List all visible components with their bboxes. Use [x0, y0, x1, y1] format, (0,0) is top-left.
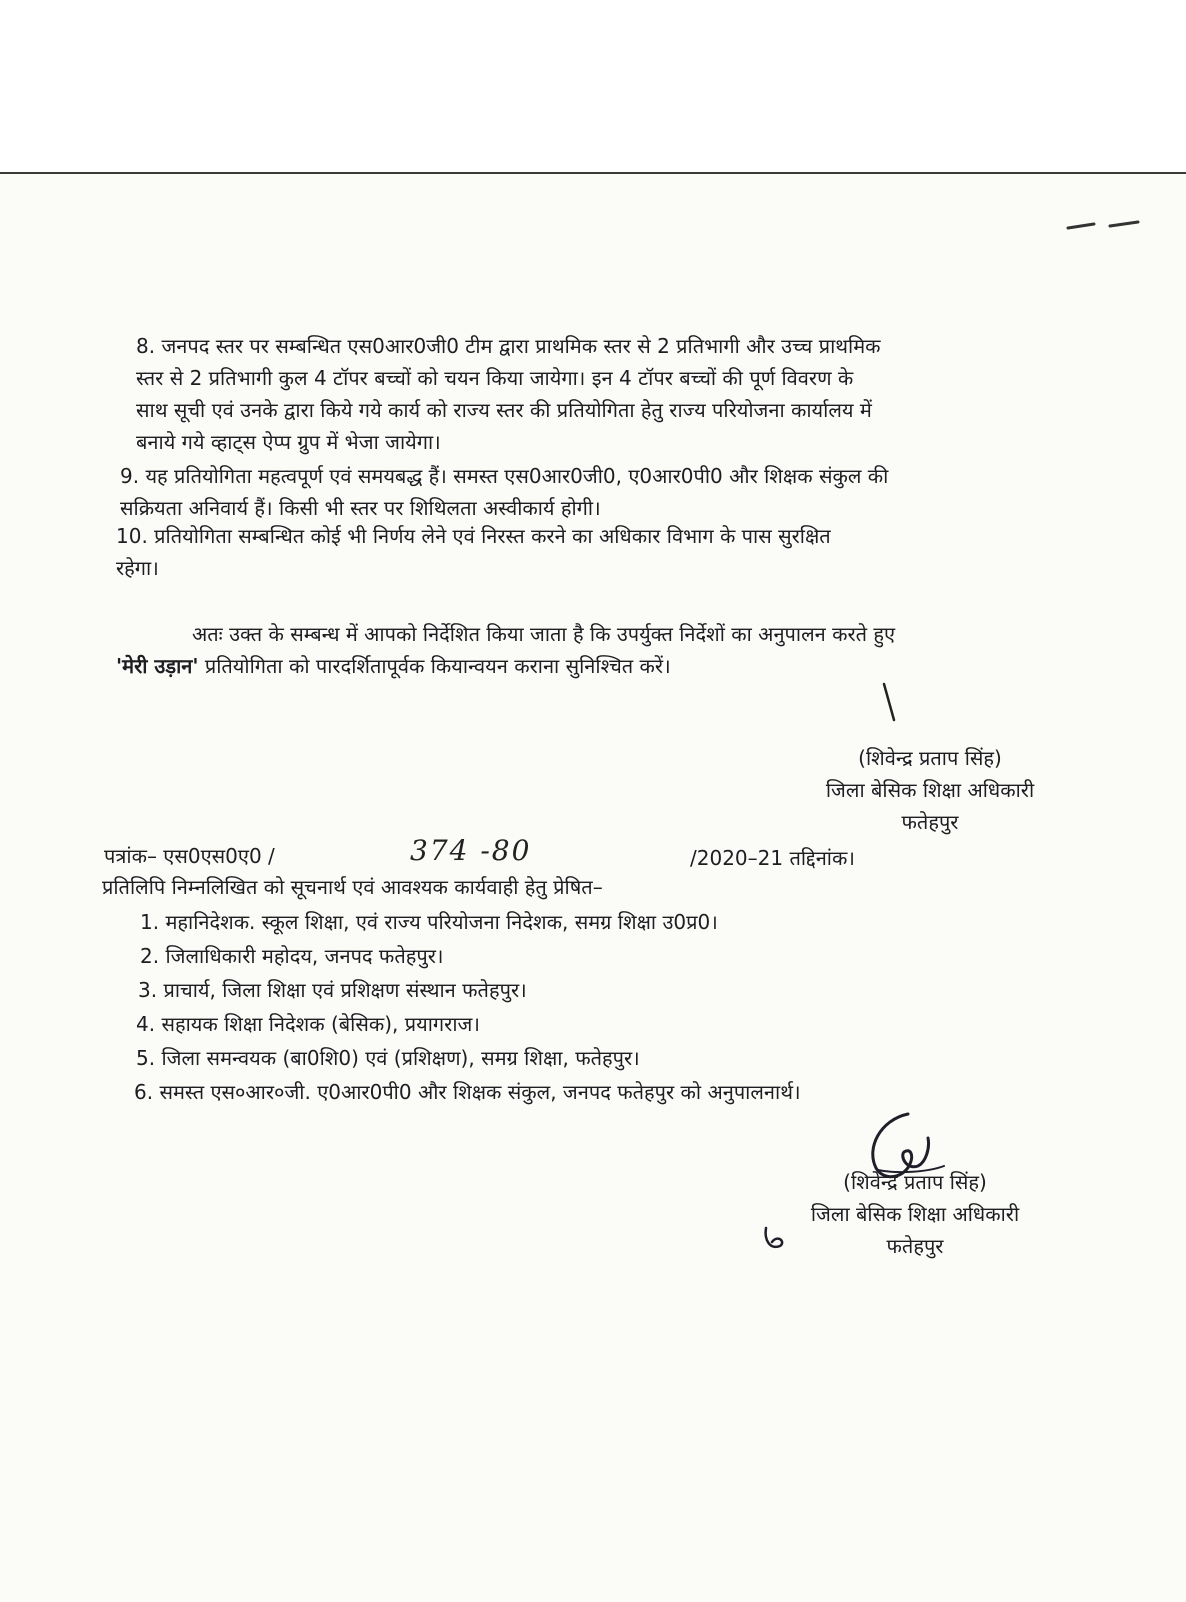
- instruction-line-1: अतः उक्त के सम्बन्ध में आपको निर्देशित किया जाता है कि उपर्युक्त निर्देशों का अनुपालन करते हुए: [192, 622, 896, 646]
- point-10-line-1: 10. प्रतियोगिता सम्बन्धित कोई भी निर्णय लेने एवं निरस्त करने का अधिकार विभाग के पास सुरक्षित: [116, 524, 831, 548]
- point-10-line-2: रहेगा।: [116, 556, 159, 580]
- reference-number: 374 -80: [410, 834, 532, 867]
- reference-prefix: पत्रांक– एस0एस0ए0 /: [104, 844, 275, 868]
- point-8-line-2: स्तर से 2 प्रतिभागी कुल 4 टॉपर बच्चों को चयन किया जायेगा। इन 4 टॉपर बच्चों की पूर्ण विवरण के: [136, 366, 854, 390]
- tick-mark: [876, 680, 906, 730]
- point-9: [120, 460, 1136, 524]
- instruction-line-2-rest: प्रतियोगिता को पारदर्शितापूर्वक कियान्वयन कराना सुनिश्चित करें।: [198, 654, 671, 678]
- signatory-place: फतेहपुर: [901, 810, 959, 834]
- point-8-line-4: बनाये गये व्हाट्स ऐप्प ग्रुप में भेजा जायेगा।: [136, 430, 441, 454]
- copy-item-5: 5. जिला समन्वयक (बा0शि0) एवं (प्रशिक्षण), समग्र शिक्षा, फतेहपुर।: [136, 1046, 640, 1070]
- scan-specks: [1060, 210, 1150, 240]
- signatory-block-2: [770, 1166, 1060, 1262]
- signatory-block-1: [780, 742, 1080, 838]
- copy-item-2: 2. जिलाधिकारी महोदय, जनपद फतेहपुर।: [140, 944, 444, 968]
- signatory-designation-2: जिला बेसिक शिक्षा अधिकारी: [810, 1202, 1020, 1226]
- reference-suffix: /2020–21 तद्दिनांक।: [690, 846, 855, 870]
- point-8: [136, 330, 1136, 458]
- point-10: [116, 520, 1136, 584]
- signatory-designation: जिला बेसिक शिक्षा अधिकारी: [825, 778, 1035, 802]
- instruction-line-2: [116, 650, 1146, 682]
- program-name: 'मेरी उड़ान': [116, 654, 199, 678]
- point-8-line-3: साथ सूची एवं उनके द्वारा किये गये कार्य को राज्य स्तर की प्रतियोगिता हेतु राज्य परियोजना कार्यालय में: [136, 398, 872, 422]
- copy-heading: प्रतिलिपि निम्नलिखित को सूचनार्थ एवं आवश्यक कार्यवाही हेतु प्रेषित–: [102, 875, 603, 899]
- signatory-name-2: (शिवेन्द्र प्रताप सिंह): [843, 1170, 987, 1194]
- signatory-name: (शिवेन्द्र प्रताप सिंह): [858, 746, 1002, 770]
- signatory-place-2: फतेहपुर: [886, 1234, 944, 1258]
- point-8-line-1: 8. जनपद स्तर पर सम्बन्धित एस0आर0जी0 टीम द्वारा प्राथमिक स्तर से 2 प्रतिभागी और उच्च प्राथमिक: [136, 334, 881, 358]
- point-9-line-2: सक्रियता अनिवार्य हैं। किसी भी स्तर पर शिथिलता अस्वीकार्य होगी।: [120, 496, 601, 520]
- instruction-paragraph: [116, 618, 1146, 682]
- copy-item-3: 3. प्राचार्य, जिला शिक्षा एवं प्रशिक्षण संस्थान फतेहपुर।: [138, 978, 527, 1002]
- copy-item-6: 6. समस्त एस०आर०जी. ए0आर0पी0 और शिक्षक संकुल, जनपद फतेहपुर को अनुपालनार्थ।: [134, 1080, 801, 1104]
- point-9-line-1: 9. यह प्रतियोगिता महत्वपूर्ण एवं समयबद्ध हैं। समस्त एस0आर0जी0, ए0आर0पी0 और शिक्षक संकुल की: [120, 464, 889, 488]
- copy-item-4: 4. सहायक शिक्षा निदेशक (बेसिक), प्रयागराज।: [136, 1012, 480, 1036]
- copy-item-1: 1. महानिदेशक. स्कूल शिक्षा, एवं राज्य परियोजना निदेशक, समग्र शिक्षा उ0प्र0।: [140, 910, 718, 934]
